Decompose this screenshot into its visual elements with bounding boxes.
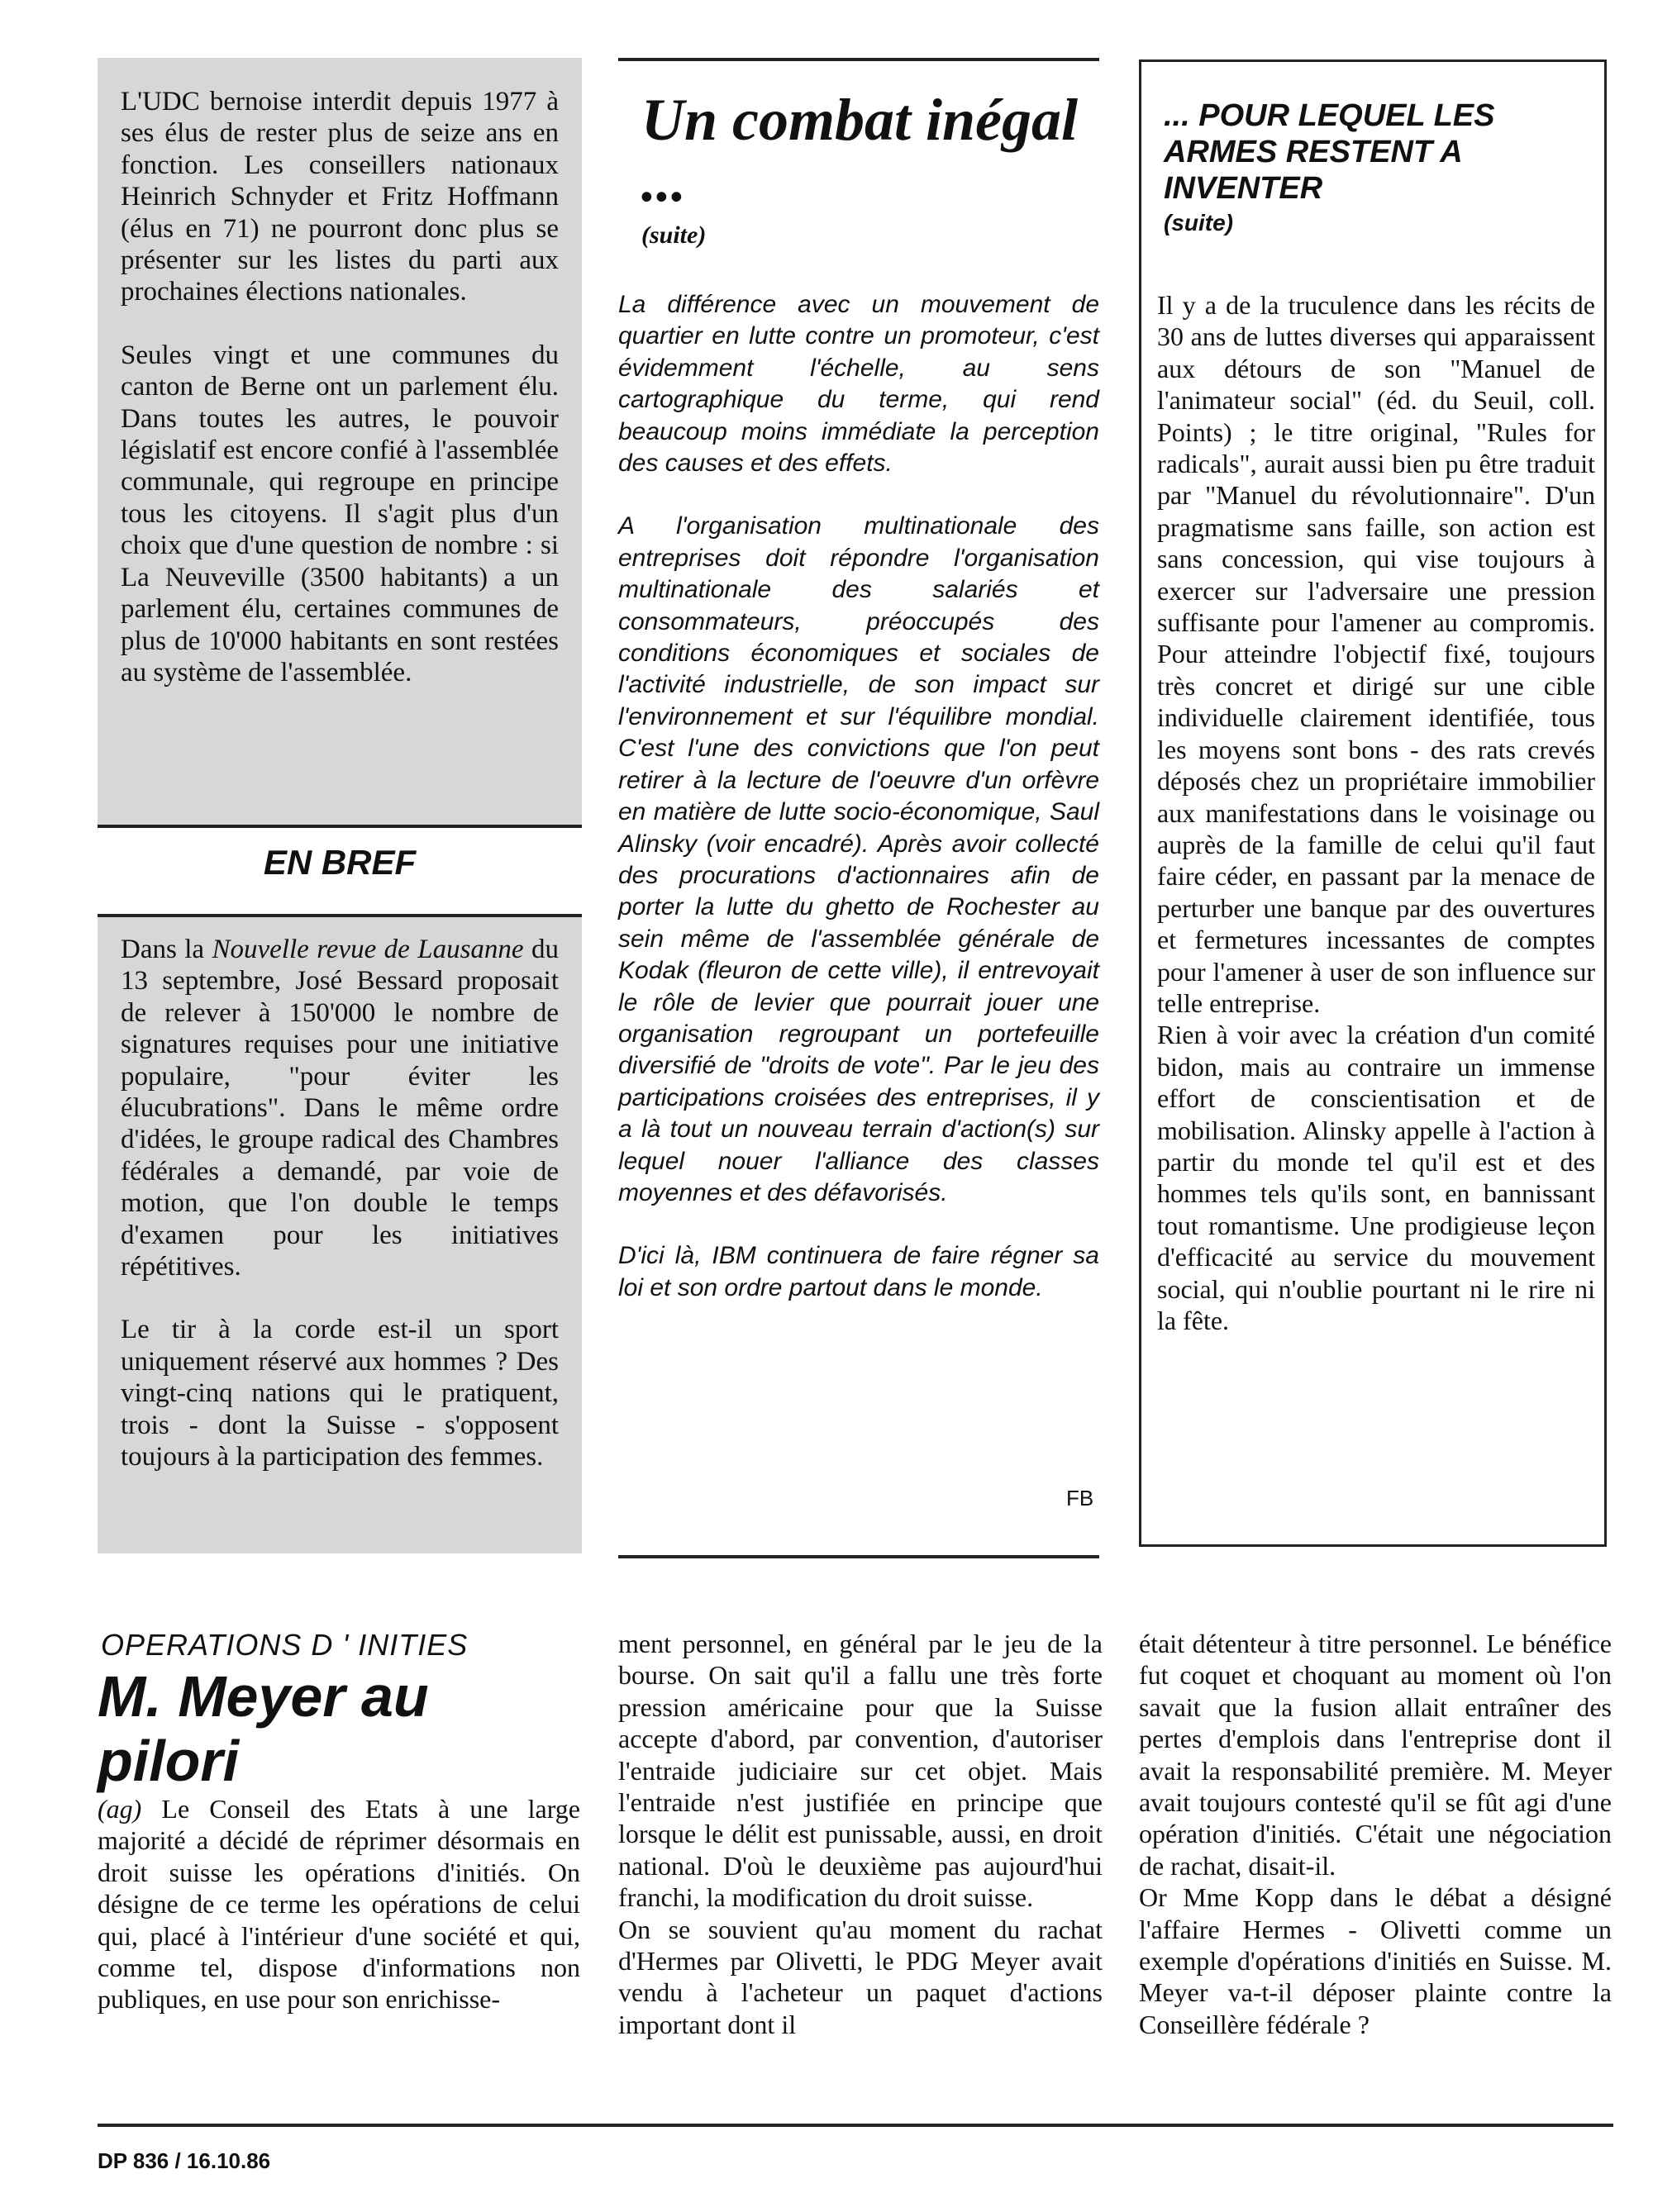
udc-paragraph-1: L'UDC bernoise interdit depuis 1977 à ses élus de rester plus de seize ans en fonction. Les conseillers nationaux Heinrich Schnyder et Fritz Hoffmann (élus en 71) ne pourront donc plus se présenter sur les listes du parti aux prochaines élections nationales. [121, 87, 559, 307]
bref-p1-rest: du 13 septembre, José Bessard proposait de relever à 150'000 le nombre de signatures requises pour une initiative populaire, "pour éviter les élucubrations". Dans le même ordre d'idées, le groupe radical des Chambres fédérales a demandé, par voie de motion, que l'on double le temps d'examen pour les initiatives répétitives. [121, 935, 560, 1282]
pour-paragraph-2: Rien à voir avec la création d'un comité bidon, mais au contraire un immense effort de conscientisation et de mobilisation. Alinsky appelle à l'action à partir du monde tel qu'il est et des hommes tels qu'ils sont, en bannissant tout romantisme. Une prodigieuse leçon d'efficacité au service du mouvement social, qui n'oublie pourtant ni le rire ni la fête. [1157, 1020, 1595, 1335]
meyer-column-2 [618, 1628, 1103, 2040]
meyer-col2-paragraph-2: On se souvient qu'au moment du rachat d'Hermes par Olivetti, le PDG Meyer avait vendu à l'acheteur un paquet d'actions important dont il [618, 1914, 1103, 2039]
combat-article [618, 289, 1099, 1335]
pour-suite: (suite) [1164, 210, 1233, 235]
meyer-column-1 [98, 1793, 580, 2015]
page-footer: DP 836 / 16.10.86 [98, 2148, 271, 2173]
udc-paragraph-2: Seules vingt et une communes du canton de Berne ont un parlement élu. Dans toutes les autres, le pouvoir législatif est encore confié à l'assemblée communale, qui regroupe en principe tous les citoyens. Il s'agit plus d'un choix que d'une question de nombre : si La Neuveville (3500 habitants) a un parlement élu, certaines communes de plus de 10'000 habitants en sont restées au système de l'assemblée. [121, 340, 559, 687]
pour-article [1157, 289, 1595, 1336]
bref-title: EN BREF [263, 843, 417, 882]
combat-top-rule [618, 58, 1099, 61]
bref-paragraph-1 [121, 934, 559, 1282]
meyer-lead-signature: (ag) [98, 1794, 142, 1824]
udc-article [121, 86, 559, 720]
meyer-headline: M. Meyer au pilori [98, 1664, 429, 1793]
combat-paragraph-2: A l'organisation multinationale des entreprises doit répondre l'organisation multinationale des salariés et consommateurs, préoccupés des conditions économiques et sociales de l'activité industrielle, de son impact sur l'environnement et sur l'équilibre mondial. C'est l'une des convictions que l'on peut retirer à la lecture de l'oeuvre d'un orfèvre en matière de lutte socio-économique, Saul Alinsky (voir encadré). Après avoir collecté des procurations d'actionnaires afin de porter la lutte du ghetto de Rochester au sein même de l'assemblée générale de Kodak (fleuron de cette ville), il entrevoyait le rôle de levier que pourrait jouer une organisation regroupant un portefeuille diversifié de "droits de vote". Par le jeu des participations croisées des entreprises, il y a là tout un nouveau terrain d'action(s) sur lequel nouer l'alliance des classes moyennes et des défavorisés. [618, 512, 1099, 1206]
meyer-col3-paragraph-2: Or Mme Kopp dans le débat a désigné l'affaire Hermes - Olivetti comme un exemple d'opérations d'initiés en Suisse. M. Meyer va-t-il déposer plainte contre la Conseillère fédérale ? [1139, 1882, 1612, 2039]
pour-title: ... POUR LEQUEL LES ARMES RESTENT A INVENTER [1164, 98, 1495, 206]
meyer-column-3 [1139, 1628, 1612, 2040]
combat-paragraph-1: La différence avec un mouvement de quartier en lutte contre un promoteur, c'est évidemment l'échelle, au sens cartographique du terme, qui rend beaucoup moins immédiate la perception des causes et des effets. [618, 291, 1099, 478]
combat-title: Un combat inégal ... [641, 87, 1079, 214]
bref-article [121, 934, 559, 1505]
combat-bottom-rule [618, 1555, 1099, 1558]
meyer-col3-paragraph-1: était détenteur à titre personnel. Le bénéfice fut coquet et choquant au moment où l'on savait que la fusion allait entraîner des pertes d'emplois dans l'entreprise dont il avait la responsabilité première. M. Meyer avait toujours contesté qu'il se fût agi d'une opération d'initiés. C'était une négociation de rachat, disait-il. [1139, 1629, 1612, 1881]
meyer-col2-paragraph-1: ment personnel, en général par le jeu de la bourse. On sait qu'il a fallu une très forte pression américaine pour que la Suisse accepte d'abord, par convention, d'autoriser l'entraide judiciaire sur cet objet. Mais l'entraide n'est justifiée en principe que lorsque le délit est punissable, aussi, en droit national. D'où le deuxième pas aujourd'hui franchi, la modification du droit suisse. [618, 1629, 1103, 1913]
meyer-lead-text: Le Conseil des Etats à une large majorité a décidé de réprimer désormais en droit suisse les opérations d'initiés. On désigne de ce terme les opérations de celui qui, placé à l'intérieur d'une société et qui, comme tel, dispose d'informations non publiques, en use pour son enrichisse- [98, 1794, 580, 2015]
meyer-lead [98, 1793, 580, 2015]
bref-top-rule [98, 825, 582, 828]
bref-newspaper-name: Nouvelle revue de Lausanne [212, 935, 524, 964]
bref-p1-start: Dans la [121, 935, 212, 964]
meyer-kicker: OPERATIONS D ' INITIES [101, 1628, 469, 1662]
combat-signature: FB [1066, 1486, 1094, 1510]
combat-paragraph-3: D'ici là, IBM continuera de faire régner sa loi et son ordre partout dans le monde. [618, 1242, 1099, 1301]
bref-paragraph-2: Le tir à la corde est-il un sport uniquement réservé aux hommes ? Des vingt-cinq nations qui le pratiquent, trois - dont la Suisse - s'opposent toujours à la participation des femmes. [121, 1315, 559, 1472]
bref-bottom-rule [98, 914, 582, 917]
pour-paragraph-1: Il y a de la truculence dans les récits de 30 ans de luttes diverses qui apparaissent aux détours de son "Manuel de l'animateur social" (éd. du Seuil, coll. Points) ; le titre original, "Rules for radicals", aurait aussi bien pu être traduit par "Manuel du révolutionnaire". D'un pragmatisme sans faille, son action est sans concession, qui vise toujours à exercer sur l'adversaire une pression suffisante pour l'amener au compromis. Pour atteindre l'objectif fixé, toujours très concret et dirigé sur une cible individuelle clairement identifiée, tous les moyens sont bons - des rats crevés déposés chez un propriétaire immobilier aux manifestations dans le voisinage ou auprès de la famille de celui qu'il faut faire céder, en passant par la menace de perturber une banque par des ouvertures et fermetures incessantes de comptes pour l'amener à user de son influence sur telle entreprise. [1157, 290, 1595, 1018]
combat-suite: (suite) [641, 221, 707, 249]
footer-rule [98, 2124, 1613, 2127]
